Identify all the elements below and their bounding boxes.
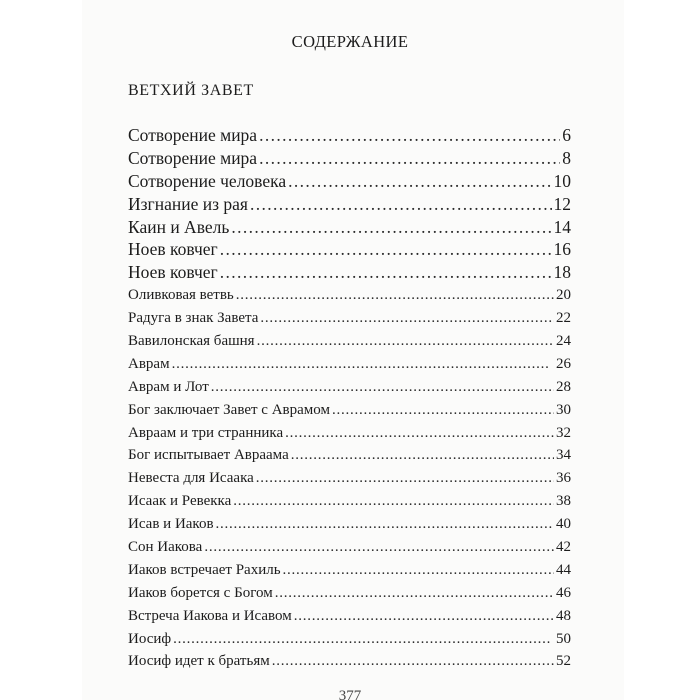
toc-entry-page: 12 (553, 193, 571, 214)
toc-entry-page: 50 (556, 630, 571, 647)
toc-entry-title: Сотворение мира (128, 125, 258, 145)
toc-entry-title: Вавилонская башня (128, 333, 255, 350)
toc-entry-page: 38 (556, 493, 571, 510)
toc-entry (128, 628, 571, 651)
toc-entry-page: 36 (556, 470, 571, 487)
toc-entry (128, 353, 571, 376)
toc-entry (128, 650, 571, 673)
dot-leader (220, 261, 552, 284)
dot-leader (294, 605, 554, 628)
toc-entry-page: 46 (556, 584, 571, 601)
dot-leader (231, 216, 551, 239)
toc-entry-page: 6 (562, 125, 571, 145)
toc-entry-title: Сон Иакова (128, 539, 203, 556)
toc-entry (128, 536, 571, 559)
toc-entry (128, 124, 571, 147)
toc-entry-title: Бог испытывает Авраама (128, 447, 289, 464)
toc-entry (128, 399, 571, 422)
toc-entry-page: 52 (556, 653, 571, 670)
toc-entry (128, 147, 571, 170)
toc-entry-page: 40 (556, 516, 571, 533)
toc-entry (128, 170, 571, 193)
section-heading: ВЕТХИЙ ЗАВЕТ (128, 82, 254, 99)
dot-leader (211, 376, 554, 399)
toc-entry (128, 444, 571, 467)
toc-entry (128, 467, 571, 490)
dot-leader (288, 170, 551, 193)
page-number: 377 (338, 688, 362, 700)
toc-entry-page: 8 (562, 147, 571, 168)
toc-entry-title: Встреча Иакова и Исавом (128, 607, 292, 624)
toc-entry-title: Сотворение человека (128, 170, 287, 191)
toc-entry (128, 261, 571, 284)
toc-entry-title: Исаак и Ревекка (128, 493, 232, 510)
dot-leader (285, 422, 554, 445)
dot-leader (259, 124, 560, 147)
page-title: СОДЕРЖАНИЕ (291, 32, 409, 51)
toc-entry-title: Сотворение мира (128, 147, 258, 168)
toc-entry-title: Иосиф (128, 630, 172, 647)
toc-entry-page: 16 (553, 239, 571, 260)
dot-leader (236, 284, 554, 307)
toc-entry (128, 490, 571, 513)
dot-leader (220, 238, 552, 261)
toc-entry-title: Радуга в знак Завета (128, 310, 259, 327)
toc-entry-page: 48 (556, 607, 571, 624)
dot-leader (283, 559, 554, 582)
toc-entry (128, 422, 571, 445)
dot-leader (291, 444, 554, 467)
toc-entry-page: 28 (556, 378, 571, 395)
toc-entry-title: Исав и Иаков (128, 516, 214, 533)
toc-entry-title: Оливковая ветвь (128, 287, 234, 304)
toc-entry-title: Аврам и Лот (128, 378, 209, 395)
toc-entry-page: 32 (556, 424, 571, 441)
toc-entry-page: 30 (556, 401, 571, 418)
toc-entry-title: Иаков борется с Богом (128, 584, 273, 601)
toc-entry-title: Авраам и три странника (128, 424, 284, 441)
toc-entry (128, 559, 571, 582)
dot-leader (173, 628, 554, 651)
toc-entry-title: Изгнание из рая (128, 193, 248, 214)
toc-entry-page: 42 (556, 539, 571, 556)
toc-entry-title: Ноев ковчег (128, 262, 218, 283)
dot-leader (260, 307, 554, 330)
dot-leader (204, 536, 554, 559)
toc-entry-page: 10 (553, 170, 571, 191)
toc-entry-page: 22 (556, 310, 571, 327)
toc-entry (128, 307, 571, 330)
dot-leader (233, 490, 554, 513)
toc-entry-title: Аврам (128, 355, 170, 372)
dot-leader (259, 147, 560, 170)
toc-entry-page: 14 (553, 216, 571, 237)
dot-leader (275, 582, 554, 605)
toc-entry (128, 193, 571, 216)
table-of-contents (128, 124, 571, 673)
toc-entry-page: 18 (553, 262, 571, 283)
toc-entry-title: Ноев ковчег (128, 239, 218, 260)
toc-entry-page: 34 (556, 447, 571, 464)
toc-entry-title: Иосиф идет к братьям (128, 653, 270, 670)
toc-entry-page: 44 (556, 561, 571, 578)
dot-leader (272, 650, 554, 673)
toc-entry (128, 330, 571, 353)
dot-leader (172, 353, 554, 376)
toc-entry-title: Иаков встречает Рахиль (128, 561, 281, 578)
dot-leader (257, 330, 554, 353)
toc-entry-page: 26 (556, 355, 571, 372)
toc-entry (128, 513, 571, 536)
toc-entry-title: Бог заключает Завет с Аврамом (128, 401, 330, 418)
toc-entry-page: 24 (556, 333, 571, 350)
toc-entry (128, 216, 571, 239)
toc-entry-page: 20 (556, 287, 571, 304)
toc-entry-title: Невеста для Исаака (128, 470, 254, 487)
toc-entry (128, 376, 571, 399)
dot-leader (250, 193, 552, 216)
toc-entry (128, 582, 571, 605)
toc-entry (128, 605, 571, 628)
dot-leader (216, 513, 554, 536)
toc-entry-title: Каин и Авель (128, 216, 230, 237)
toc-entry (128, 238, 571, 261)
toc-entry (128, 284, 571, 307)
dot-leader (332, 399, 554, 422)
dot-leader (256, 467, 554, 490)
